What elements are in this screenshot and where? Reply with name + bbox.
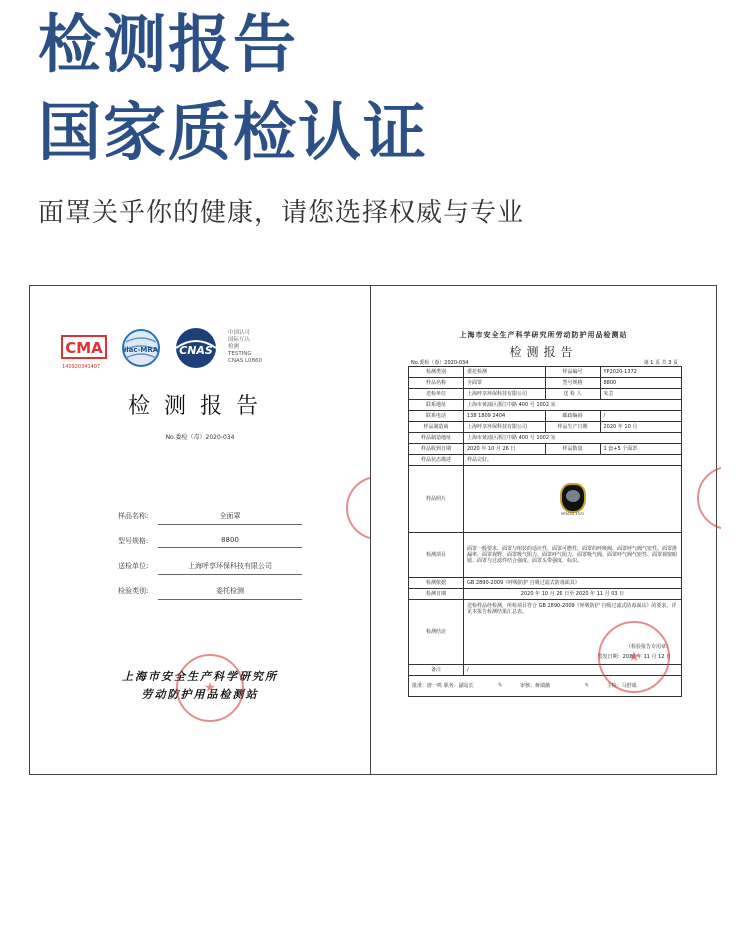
cnas-accreditation-text: 中国认可 国际互认 检测 TESTING CNAS L0860 [228, 330, 263, 364]
table-row-signatures: 批准：唐一鸣 职务：副站长 ✎ 审核：蒋瑞薇 ✎ 主检：马舒成 [409, 676, 682, 697]
cover-field-client: 送检单位: 上海呼享环保科技有限公司 [118, 561, 318, 575]
mask-photo: YP2020-1372 [555, 481, 591, 517]
cover-report-number: No.委检（毒）2020-034 [165, 434, 235, 441]
table-row: 检测依据 GB 2890-2009《呼吸防护 自吸过滤式防毒面具》 [409, 578, 682, 589]
table-row: 送检单位 上海呼享环保科技有限公司 送 检 人 朱芸 [409, 389, 682, 400]
hero-tagline: 面罩关乎你的健康，请您选择权威与专业 [38, 198, 525, 228]
hero-heading-line1: 检测报告 [38, 8, 298, 81]
report-org: 上海市安全生产科学研究所劳动防护用品检测站 [459, 330, 628, 339]
ilac-logo-text: ilac-MRA [123, 346, 159, 354]
cover-field-model: 型号规格: 8800 [118, 536, 318, 550]
cover-org-line1: 上海市安全生产科学研究所 [122, 670, 278, 683]
table-row: 样品状态描述 样品完好。 [409, 455, 682, 466]
table-row: 备注 / [409, 665, 682, 676]
cover-field-sample-name: 样品名称: 全面罩 [118, 511, 318, 525]
report-title: 检测报告 [509, 345, 578, 359]
cover-org-line2: 劳动防护用品检测站 [141, 688, 259, 701]
ilac-mra-logo-icon [118, 328, 164, 368]
table-row: 样品制造商 上海呼享环保科技有限公司 样品生产日期 2020 年 10 月 [409, 422, 682, 433]
table-row: 样品制造地址 上海市黄浦区浙江中路 400 号 1002 室 [409, 433, 682, 444]
table-row: 检测项目 面罩一般要求、面罩与组装的适应性、面罩可燃性、面罩的呼吸阀、面罩呼气阀气密性、面罩泄漏率、面罩视野、面罩吸气阻力、面罩呼气阻力、面罩吸气阀、面罩呼气阀气密性、面罩视窗眼镜、面罩与过滤件结合强度、面罩头带强度、标识。 [409, 533, 682, 578]
cover-field-test-type: 检验类别: 委托检测 [118, 586, 318, 600]
cma-logo-text: CMA [65, 339, 103, 357]
table-row-photo: 样品照片 YP2020-1372 [409, 466, 682, 533]
table-row: 检测类别 委托检测 样品编号 YP2020-1372 [409, 367, 682, 378]
cma-number: 140920341407 [62, 364, 101, 370]
cma-logo-icon [60, 332, 108, 362]
certification-logos [60, 326, 350, 376]
report-cover-page [29, 285, 371, 775]
table-row: 样品收到日期 2020 年 10 月 26 日 样品数量 1 套+5 个面罩 [409, 444, 682, 455]
red-seal-stamp-edge [697, 466, 750, 530]
cover-title: 检测报告 [127, 394, 272, 419]
cnas-logo-icon [172, 326, 220, 370]
red-seal-stamp [598, 621, 670, 693]
table-row: 样品名称 全面罩 型号规格 8800 [409, 378, 682, 389]
table-row: 联系电话 138 1809 2404 邮政编码 / [409, 411, 682, 422]
red-seal-stamp [176, 654, 244, 722]
table-row: 检测结论 送检样品经检测，所检项目符合 GB 2890-2009《呼吸防护 自吸过滤式防毒面具》的要求，详见本报告检测结果汇总表。 （检验报告专用章） 签发日期：2020 年 11 月 12 日 [409, 600, 682, 665]
report-number: No.委检（毒）2020-034 [411, 360, 469, 366]
cnas-logo-text: CNAS [179, 344, 213, 357]
hero-heading-line2: 国家质检认证 [38, 96, 428, 169]
report-page-indicator: 第 1 页 共 3 页 [643, 360, 678, 366]
table-row: 联系地址 上海市黄浦区浙江中路 400 号 1002 室 [409, 400, 682, 411]
report-detail-page [370, 285, 717, 775]
table-row: 检测日期 2020 年 10 月 26 日至 2020 年 11 月 03 日 [409, 589, 682, 600]
